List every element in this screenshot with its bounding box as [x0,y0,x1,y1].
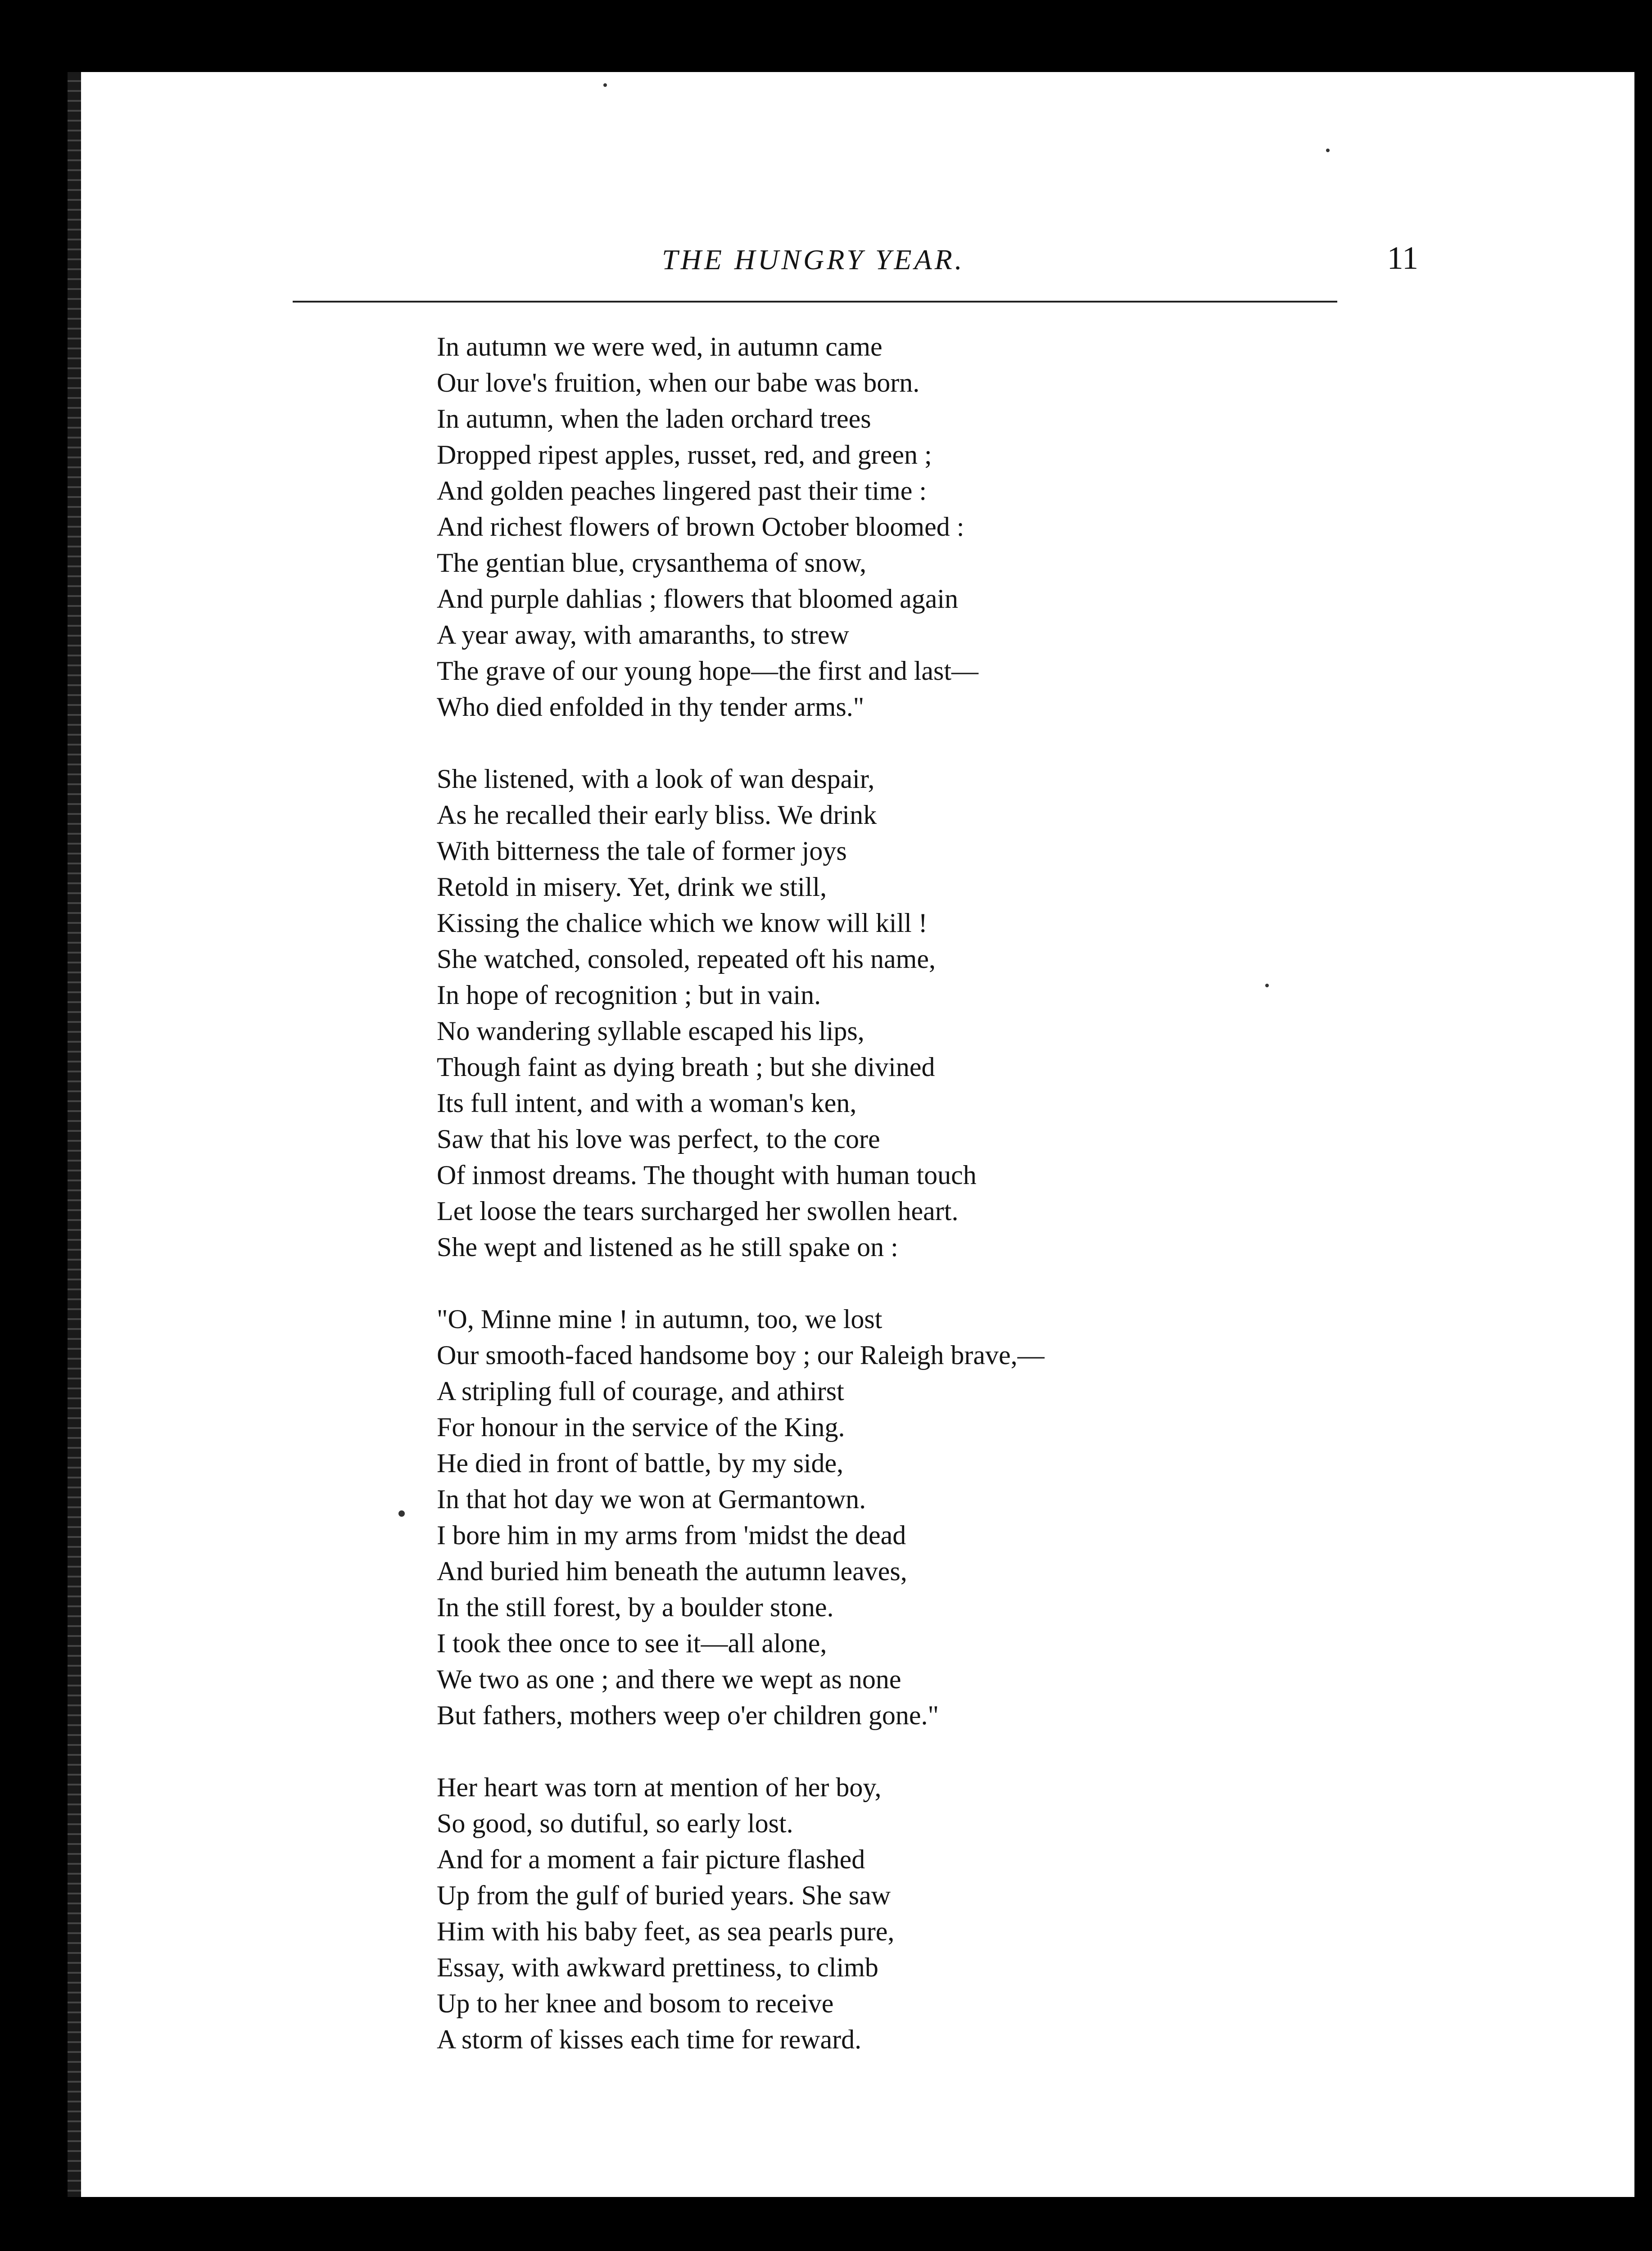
poem-line: In hope of recognition ; but in vain. [437,980,821,1010]
poem-line: She listened, with a look of wan despair, [437,764,875,794]
stanza-4 [437,1769,1427,2057]
scan-speck [1265,984,1269,987]
poem-line: A year away, with amaranths, to strew [437,620,849,650]
poem-line: Up from the gulf of buried years. She saw [437,1880,891,1910]
poem-line: A stripling full of courage, and athirst [437,1376,844,1406]
poem-line: A storm of kisses each time for reward. [437,2025,862,2054]
poem-line: We two as one ; and there we wept as none [437,1664,901,1694]
poem-line: And golden peaches lingered past their time : [437,476,927,506]
poem-line: Who died enfolded in thy tender arms." [437,692,864,722]
poem-line: Dropped ripest apples, russet, red, and green ; [437,440,932,470]
poem-line: Saw that his love was perfect, to the core [437,1124,880,1154]
poem-text [437,329,1427,2093]
poem-line: And buried him beneath the autumn leaves, [437,1556,907,1586]
stanza-2 [437,761,1427,1265]
poem-line: She wept and listened as he still spake on : [437,1232,898,1262]
poem-line: Our love's fruition, when our babe was born. [437,368,920,398]
poem-line: And purple dahlias ; flowers that bloomed again [437,584,959,614]
poem-line: In autumn, when the laden orchard trees [437,404,871,434]
stanza-3 [437,1301,1427,1733]
poem-line: And for a moment a fair picture flashed [437,1844,865,1874]
poem-line: "O, Minne mine ! in autumn, too, we lost [437,1304,883,1334]
book-page [68,72,1634,2197]
poem-line: As he recalled their early bliss. We drink [437,800,877,830]
running-head [338,240,1418,293]
stanza-1 [437,329,1427,725]
poem-line: For honour in the service of the King. [437,1412,845,1442]
poem-line: Its full intent, and with a woman's ken, [437,1088,857,1118]
poem-line: Kissing the chalice which we know will kill ! [437,908,928,938]
page-gutter-edge [68,72,81,2197]
poem-line: Let loose the tears surcharged her swollen heart. [437,1196,959,1226]
poem-line: The grave of our young hope—the first and last— [437,656,979,686]
poem-line: I bore him in my arms from 'midst the dead [437,1520,906,1550]
scan-speck [398,1510,405,1517]
scan-speck [603,83,607,87]
poem-line: But fathers, mothers weep o'er children gone." [437,1700,939,1730]
poem-line: Of inmost dreams. The thought with human touch [437,1160,977,1190]
header-rule [293,301,1337,303]
page-number: 11 [1387,240,1418,276]
poem-line: Our smooth-faced handsome boy ; our Raleigh brave,— [437,1340,1045,1370]
poem-line: In autumn we were wed, in autumn came [437,332,883,362]
poem-line: Up to her knee and bosom to receive [437,1989,834,2018]
poem-line: And richest flowers of brown October bloomed : [437,512,964,542]
poem-line: In the still forest, by a boulder stone. [437,1592,834,1622]
scan-speck [1326,149,1330,152]
poem-line: With bitterness the tale of former joys [437,836,847,866]
poem-line: Retold in misery. Yet, drink we still, [437,872,827,902]
poem-line: In that hot day we won at Germantown. [437,1484,866,1514]
poem-line: Though faint as dying breath ; but she divined [437,1052,935,1082]
poem-line: Him with his baby feet, as sea pearls pure, [437,1917,895,1946]
poem-line: Her heart was torn at mention of her boy, [437,1772,882,1802]
poem-line: He died in front of battle, by my side, [437,1448,844,1478]
running-title: THE HUNGRY YEAR. [662,244,965,276]
poem-line: So good, so dutiful, so early lost. [437,1808,793,1838]
poem-line: She watched, consoled, repeated oft his name, [437,944,936,974]
poem-line: Essay, with awkward prettiness, to climb [437,1953,878,1982]
poem-line: I took thee once to see it—all alone, [437,1628,827,1658]
poem-line: No wandering syllable escaped his lips, [437,1016,864,1046]
poem-line: The gentian blue, crysanthema of snow, [437,548,867,578]
